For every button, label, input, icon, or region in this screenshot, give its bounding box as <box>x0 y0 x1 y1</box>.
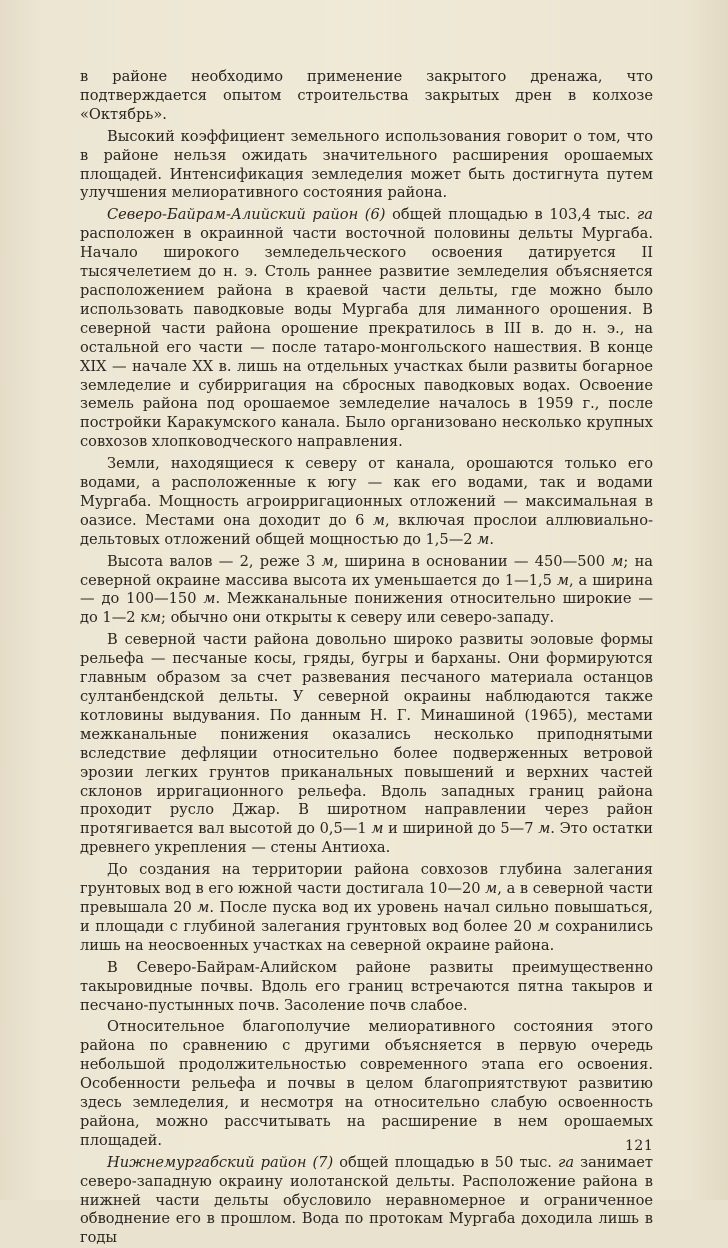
italic-text: га <box>557 1153 575 1171</box>
text-run: ; обычно они открыты к северу или северо-западу. <box>161 609 555 627</box>
italic-text: м <box>556 571 569 589</box>
text-run: расположен в окраинной части восточной половины дельты Мургаба. Начало широкого земледельческого освоения датируется II тысячелетием до н. э. Столь раннее развитие земледелия объясняется расположением района в краевой части дельты, где можно было использовать паводковые воды Мургаба для лиманного орошения. В северной части района орошение прекратилось в III в. до н. э., на остальной его части — после татаро-монгольского нашествия. В конце XIX — начале XX в. лишь на отдельных участках были развиты богарное земледелие и субирригация на сбросных паводковых водах. Освоение земель района под орошаемое земледелие началось в 1959 г., после постройки Каракумского канала. Было организовано несколько крупных совхозов хлопководческого направления. <box>80 225 653 451</box>
paragraph <box>80 128 653 204</box>
page-body-text <box>80 68 653 1248</box>
italic-text: м <box>477 530 490 548</box>
italic-text: м <box>197 898 210 916</box>
text-run: В Северо-Байрам-Алийском районе развиты преимущественно такыровидные почвы. Вдоль его границ встречаются пятна такыров и песчано-пустынных почв. Засоление почв слабое. <box>80 958 653 1014</box>
italic-text: Нижнемургабский район (7) <box>107 1153 334 1171</box>
italic-text: м <box>537 917 550 935</box>
text-run: и шириной до 5—7 <box>383 820 539 838</box>
italic-text: га <box>636 206 653 224</box>
text-run: . Межканальные понижения относительно широкие — до 1—2 <box>80 590 654 627</box>
text-run: Относительное благополучие мелиоративного состояния этого района по сравнению с другими объясняется в первую очередь небольшой продолжительностью современного этапа его освоения. Особенности рельефа и почвы в целом благоприятствуют развитию здесь земледелия, и несмотря на относительно слабую освоенность района, можно рассчитывать на расширение в нем орошаемых площадей. <box>80 1018 653 1149</box>
paragraph <box>80 959 653 1016</box>
italic-text: м <box>321 552 334 570</box>
paragraph <box>80 1154 653 1248</box>
italic-text: м <box>371 820 384 838</box>
italic-text: м <box>485 880 498 898</box>
text-run: общей площадью в 50 тыс. <box>333 1153 558 1171</box>
text-run: До создания на территории района совхозов глубина залегания грунтовых вод в его южной части достигала 10—20 <box>80 861 653 898</box>
text-run: Высокий коэффициент земельного использования говорит о том, что в районе нельзя ожидать значительного расширения орошаемых площадей. Интенсификация земледелия может быть достигнута путем улучшения мелиоративного состояния района. <box>80 127 653 202</box>
paragraph <box>80 553 653 629</box>
text-run: Земли, находящиеся к северу от канала, орошаются только его водами, а расположенные к югу — как его водами, так и водами Мургаба. Мощность агроирригационных отложений — максимальная в оазисе. Местами она доходит до 6 <box>80 455 653 529</box>
paragraph <box>80 68 653 125</box>
text-run: В северной части района довольно широко развиты эоловые формы рельефа — песчаные косы, гряды, бугры и барханы. Они формируются главным образом за счет развевания песчаного материала останцов султанбендской дельты. У северной окраины наблюдаются также котловины выдувания. По данным Н. Г. Минашиной (1965), местами межканальные понижения оказались несколько приподнятыми вследствие дефляции относительно более подверженных ветровой эрозии легких грунтов приканальных повышений и верхних частей склонов ирригационного рельефа. Вдоль западных границ района проходит русло Джар. В широтном направлении через район протягивается вал высотой до 0,5—1 <box>80 631 653 838</box>
text-run: ; на северной окраине массива высота их уменьшается до 1—1,5 <box>80 552 653 589</box>
paragraph <box>80 1018 653 1150</box>
text-run: , ширина в основании — 450—500 <box>333 552 612 570</box>
text-run: , включая прослои аллювиально-дельтовых отложений общей мощностью до 1,5—2 <box>80 511 653 548</box>
text-run: общей площадью в 103,4 тыс. <box>385 206 637 224</box>
paragraph <box>80 631 653 858</box>
text-run: . <box>489 530 494 548</box>
text-run: в районе необходимо применение закрытого дренажа, что подтверждается опытом строительства закрытых дрен в колхозе «Октябрь». <box>80 68 653 123</box>
italic-text: м <box>372 511 386 529</box>
paragraph <box>80 455 653 550</box>
page-number: 121 <box>625 1138 654 1154</box>
text-run: занимает северо-западную окраину иолотанской дельты. Расположение района в нижней части дельты обусловило неравномерное и ограниченное обводнение его в прошлом. Вода по протокам Мургаба доходила лишь в годы <box>80 1153 653 1247</box>
text-run: сохранились лишь на неосвоенных участках на северной окраине района. <box>80 917 653 954</box>
italic-text: м <box>203 590 216 608</box>
text-run: , а в северной части превышала 20 <box>80 880 653 916</box>
italic-text: Северо-Байрам-Алийский район (6) <box>107 206 386 224</box>
text-run: Высота валов — 2, реже 3 <box>107 552 322 570</box>
text-run: . Это остатки древнего укрепления — стены Антиоха. <box>80 820 653 857</box>
italic-text: м <box>611 552 624 570</box>
text-run: , а ширина — до 100—150 <box>80 571 653 608</box>
italic-text: км <box>140 609 162 627</box>
italic-text: м <box>538 820 551 838</box>
text-run: . После пуска вод их уровень начал сильно повышаться, и площади с глубиной залегания грунтовых вод более 20 <box>80 898 653 935</box>
paragraph <box>80 206 653 452</box>
paragraph <box>80 861 653 956</box>
